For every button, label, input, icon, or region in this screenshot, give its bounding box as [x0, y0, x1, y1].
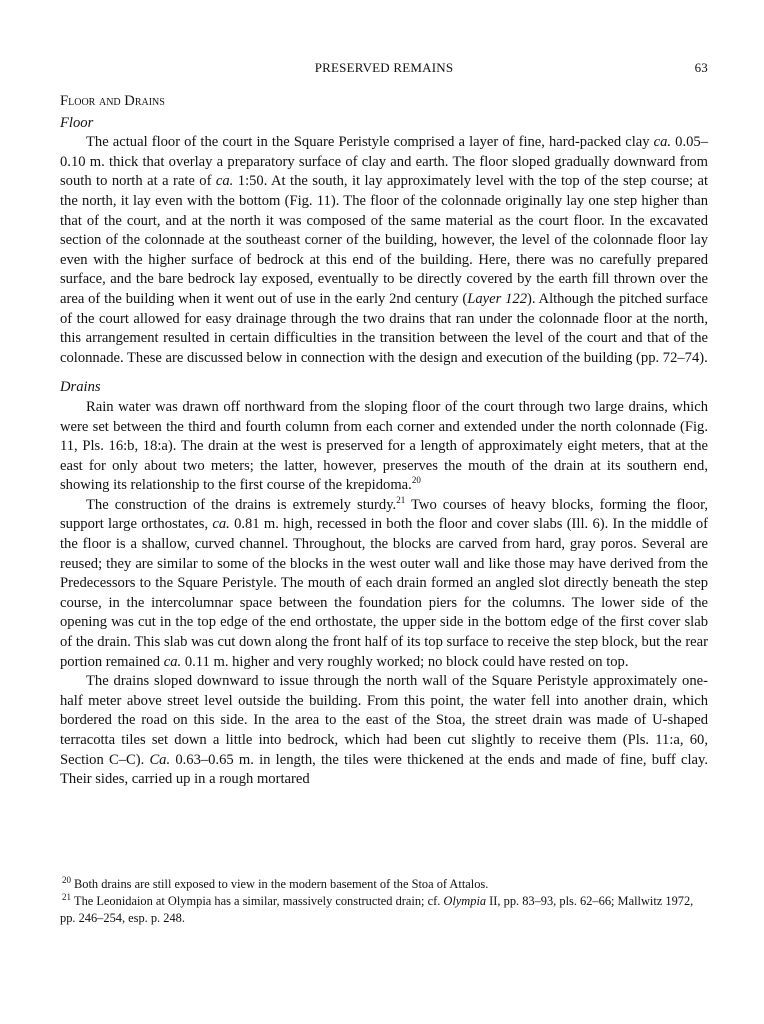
subheading-drains: Drains: [60, 379, 101, 396]
paragraph-floor: The actual floor of the court in the Square Peristyle comprised a layer of fine, hard-packed clay ca. 0.05–0.10 m. thick that overlay a preparatory surface of clay and earth. The floor sloped gradually downward from south to north at a rate of ca. 1:50. At the south, it lay approximately level with the top of the step course; at the north, it lay even with the bottom (Fig. 11). The floor of the colonnade originally lay one step higher than that of the court, and at the north it was composed of the same material as the court floor. In the excavated section of the colonnade at the southeast corner of the building, however, the level of the colonnade floor lay even with the higher surface of bedrock at this end of the building. Here, there was no carefully prepared surface, and the bare bedrock lay exposed, eventually to be directly covered by the earth fill thrown over the area of the building when it went out of use in the early 2nd century (Layer 122). Although the pitched surface of the court allowed for easy drainage through the two drains that ran under the colonnade floor at the north, this arrangement resulted in certain difficulties in the transition between the level of the court and that of the colonnade. These are discussed below in connection with the design and execution of the building (pp. 72–74).: [60, 134, 709, 366]
running-head: [60, 60, 708, 80]
running-title: PRESERVED REMAINS: [314, 60, 454, 75]
footnotes: [60, 876, 708, 927]
body-text: [60, 92, 708, 790]
footnote-20: $^{20}$ Both drains are still exposed to view in the modern basement of the Stoa of Attalos.: [62, 875, 489, 891]
paragraph-drains-2: The construction of the drains is extremely sturdy.$^{21}$ Two courses of heavy blocks, forming the floor, support large orthostates, ca. 0.81 m. high, recessed in both the floor and cover slabs (Ill. 6). In the middle of the floor is a shallow, curved channel. Throughout, the blocks are carved from hard, gray poros. Several are reused; they are similar to some of the blocks in the west outer wall and like those may have derived from the Predecessors to the Square Peristyle. The mouth of each drain formed an angled slot directly beneath the step course, in the intercolumnar space between the foundation piers for the columns. The lower side of the opening was cut in the top edge of the end orthostate, the upper side in the bottom edge of the first cover slab of the drain. This slab was cut down along the front half of its top surface to receive the step block, but the rear portion remained ca. 0.11 m. higher and very roughly worked; no block could have rested on top.: [60, 494, 708, 670]
paragraph-drains-1: Rain water was drawn off northward from the sloping floor of the court through two large drains, which were set between the third and fourth column from each corner and extended under the north colonnade (Fig. 11, Pls. 16:b, 18:a). The drain at the west is preserved for a length of approximately eight meters, that at the east for only about two meters; the latter, however, preserves the mouth of the drain at its southern end, showing its relationship to the first course of the krepidoma.$^{20}$: [60, 398, 708, 494]
footnote-21: $^{21}$ The Leonidaion at Olympia has a similar, massively constructed drain; cf. Olympia II, pp. 83–93, pls. 62–66; Mallwitz 1972, pp. 246–254, esp. p. 248.: [60, 892, 694, 925]
section-heading: Floor and Drains: [60, 93, 165, 109]
footnote-ref-20[interactable]: 20: [411, 475, 421, 486]
footnote-ref-21[interactable]: 21: [396, 494, 406, 505]
paragraph-drains-3: The drains sloped downward to issue through the north wall of the Square Peristyle approximately one-half meter above street level outside the building. From this point, the water fell into another drain, which bordered the road on this side. In the area to the east of the Stoa, the street drain was made of U-shaped terracotta tiles set down a little into bedrock, which had been cut slightly to receive them (Pls. 11:a, 60, Section C–C). Ca. 0.63–0.65 m. in length, the tiles were thickened at the ends and made of fine, buff clay. Their sides, carried up in a rough mortared: [60, 673, 708, 788]
page-number: 63: [694, 60, 708, 75]
subheading-floor: Floor: [60, 114, 94, 131]
